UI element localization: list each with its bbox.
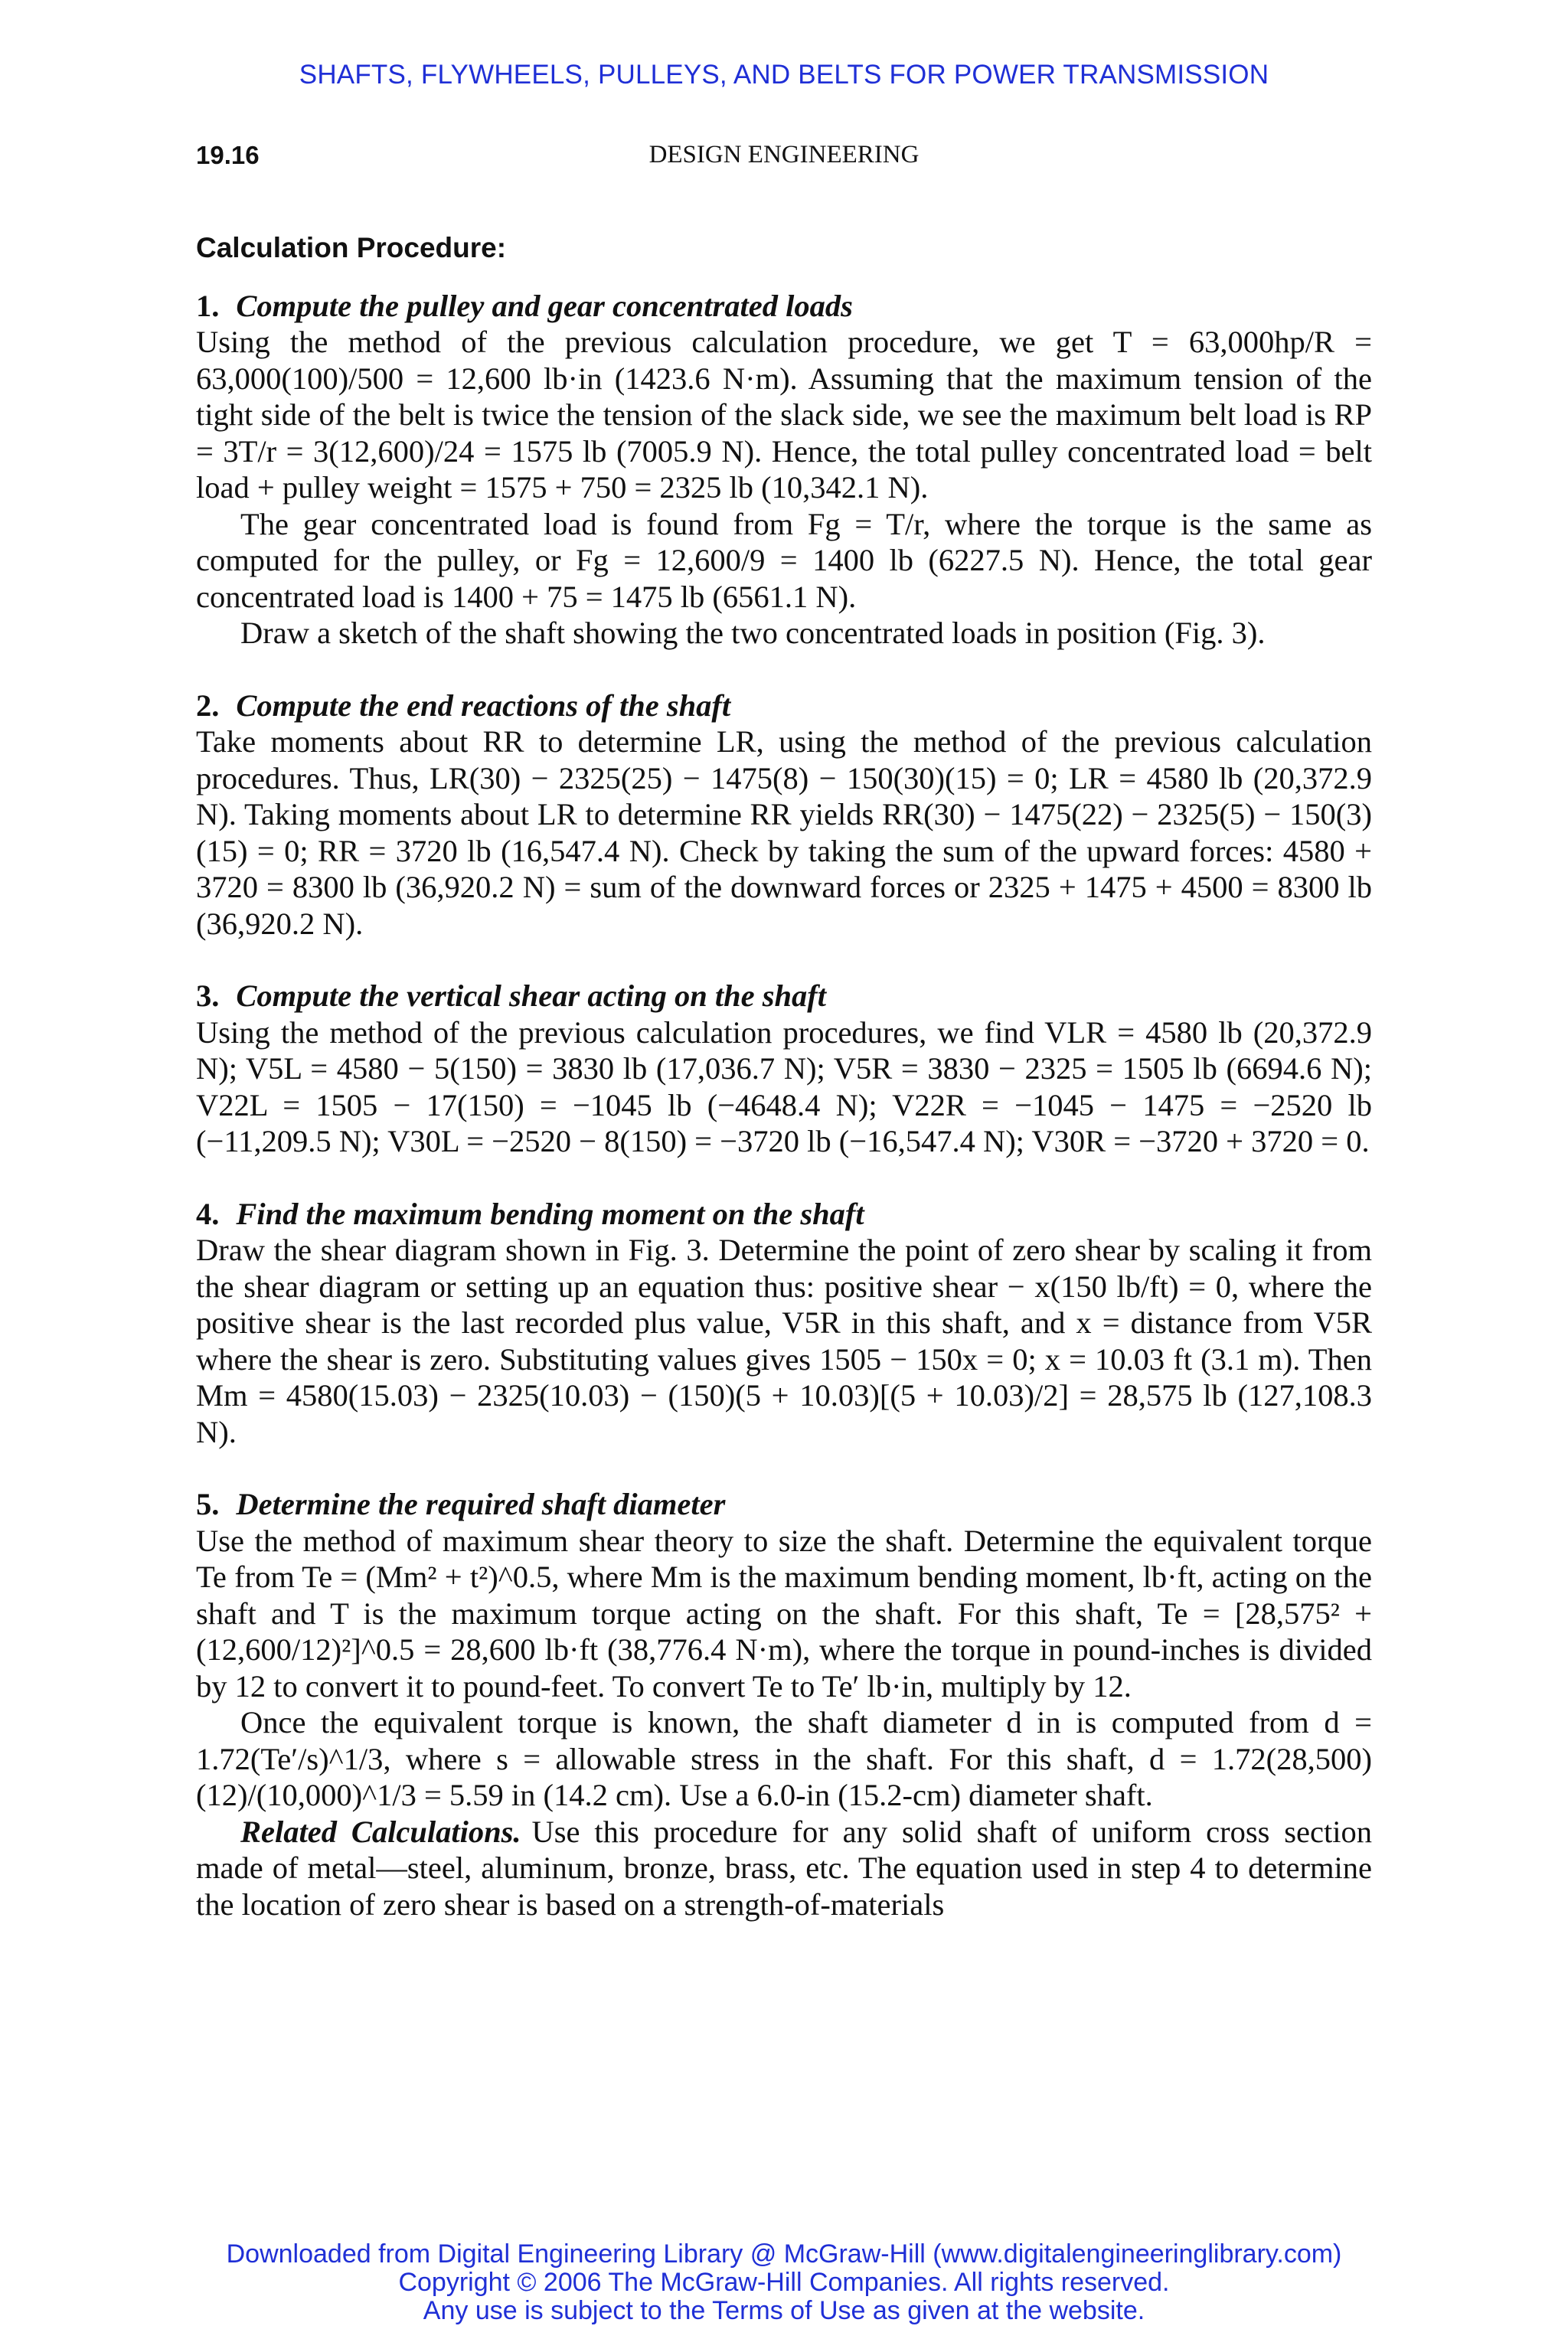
- step-number: 3.: [196, 978, 220, 1013]
- step-heading: Compute the end reactions of the shaft: [236, 688, 731, 723]
- step-heading: Compute the vertical shear acting on the shaft: [236, 978, 827, 1013]
- step-3: [196, 978, 1372, 1160]
- related-calculations-title: Related Calculations.: [240, 1814, 521, 1849]
- step-heading: Determine the required shaft diameter: [236, 1487, 726, 1521]
- book-section-banner: SHAFTS, FLYWHEELS, PULLEYS, AND BELTS FOR POWER TRANSMISSION: [299, 60, 1269, 90]
- step-title: [196, 288, 1372, 325]
- footer-download-notice[interactable]: Downloaded from Digital Engineering Library @ McGraw-Hill (www.digitalengineeringlibrary.com): [226, 2239, 1342, 2269]
- step-4: [196, 1196, 1372, 1451]
- procedure-heading: Calculation Procedure:: [196, 232, 507, 263]
- related-calculations-text: Use this procedure for any solid shaft of uniform cross section made of metal—steel, aluminum, bronze, brass, etc. The equation used in step 4 to determine the location of zero shear is based on a strength-of-materials: [196, 1814, 1372, 1922]
- page-number: 19.16: [196, 141, 260, 169]
- step-title: [196, 978, 1372, 1014]
- step-2: [196, 688, 1372, 942]
- paragraph: Draw a sketch of the shaft showing the two concentrated loads in position (Fig. 3).: [240, 616, 1266, 650]
- footer-terms: Any use is subject to the Terms of Use as given at the website.: [423, 2296, 1145, 2325]
- step-1: [196, 288, 1372, 652]
- paragraph: Using the method of the previous calculation procedures, we find VLR = 4580 lb (20,372.9 N); V5L = 4580 − 5(150) = 3830 lb (17,036.7 N); V5R = 3830 − 2325 = 1505 lb (6694.6 N); V22L = 1505 − 17(150) = −1045 lb (−4648.4 N); V22R = −1045 − 1475 = −2520 lb (−11,209.5 N); V30L = −2520 − 8(150) = −3720 lb (−16,547.4 N); V30R = −3720 + 3720 = 0.: [196, 1014, 1372, 1158]
- step-5: [196, 1486, 1372, 1922]
- paragraph: Draw the shear diagram shown in Fig. 3. Determine the point of zero shear by scaling it from the shear diagram or setting up an equation thus: positive shear − x(150 lb/ft) = 0, where the positive shear is the last recorded plus value, V5R in this shaft, and x = distance from V5R where the shear is zero. Substituting values gives 1505 − 150x = 0; x = 10.03 ft (3.1 m). Then Mm = 4580(15.03) − 2325(10.03) − (150)(5 + 10.03)[(5 + 10.03)/2] = 28,575 lb (127,108.3 N).: [196, 1233, 1372, 1449]
- paragraph: Use the method of maximum shear theory to size the shaft. Determine the equivalent torque Te from Te = (Mm² + t²)^0.5, where Mm is the maximum bending moment, lb·ft, acting on the shaft and T is the maximum torque acting on the shaft. For this shaft, Te = [28,575² + (12,600/12)²]^0.5 = 28,600 lb·ft (38,776.4 N·m), where the torque in pound-inches is divided by 12 to convert it to pound-feet. To convert Te to Te′ lb·in, multiply by 12.: [196, 1523, 1372, 1704]
- footer-copyright: Copyright © 2006 The McGraw-Hill Companies. All rights reserved.: [398, 2268, 1170, 2297]
- step-heading: Compute the pulley and gear concentrated loads: [236, 288, 853, 323]
- page-header: [196, 141, 1372, 175]
- paragraph: Take moments about RR to determine LR, using the method of the previous calculation procedures. Thus, LR(30) − 2325(25) − 1475(8) − 150(30)(15) = 0; LR = 4580 lb (20,372.9 N). Taking moments about LR to determine RR yields RR(30) − 1475(22) − 2325(5) − 150(3)(15) = 0; RR = 3720 lb (16,547.4 N). Check by taking the sum of the upward forces: 4580 + 3720 = 8300 lb (36,920.2 N) = sum of the downward forces or 2325 + 1475 + 4500 = 8300 lb (36,920.2 N).: [196, 724, 1372, 941]
- step-number: 1.: [196, 288, 220, 323]
- paragraph: Using the method of the previous calculation procedure, we get T = 63,000hp/R = 63,000(100)/500 = 12,600 lb·in (1423.6 N·m). Assuming that the maximum tension of the tight side of the belt is twice the tension of the slack side, we see the maximum belt load is RP = 3T/r = 3(12,600)/24 = 1575 lb (7005.9 N). Hence, the total pulley concentrated load = belt load + pulley weight = 1575 + 750 = 2325 lb (10,342.1 N).: [196, 325, 1372, 505]
- footer: [0, 2240, 1568, 2325]
- step-number: 4.: [196, 1196, 220, 1231]
- step-title: [196, 1486, 1372, 1523]
- step-number: 2.: [196, 688, 220, 723]
- running-title: DESIGN ENGINEERING: [648, 141, 920, 168]
- step-title: [196, 688, 1372, 724]
- step-title: [196, 1196, 1372, 1233]
- step-heading: Find the maximum bending moment on the shaft: [236, 1196, 864, 1231]
- paragraph: Once the equivalent torque is known, the shaft diameter d in is computed from d = 1.72(Te′/s)^1/3, where s = allowable stress in the shaft. For this shaft, d = 1.72(28,500)(12)/(10,000)^1/3 = 5.59 in (14.2 cm). Use a 6.0-in (15.2-cm) diameter shaft.: [196, 1705, 1372, 1812]
- page-body: [196, 230, 1372, 1922]
- paragraph: The gear concentrated load is found from Fg = T/r, where the torque is the same as computed for the pulley, or Fg = 12,600/9 = 1400 lb (6227.5 N). Hence, the total gear concentrated load is 1400 + 75 = 1475 lb (6561.1 N).: [196, 506, 1372, 614]
- step-number: 5.: [196, 1487, 220, 1521]
- related-calculations: [196, 1814, 1372, 1923]
